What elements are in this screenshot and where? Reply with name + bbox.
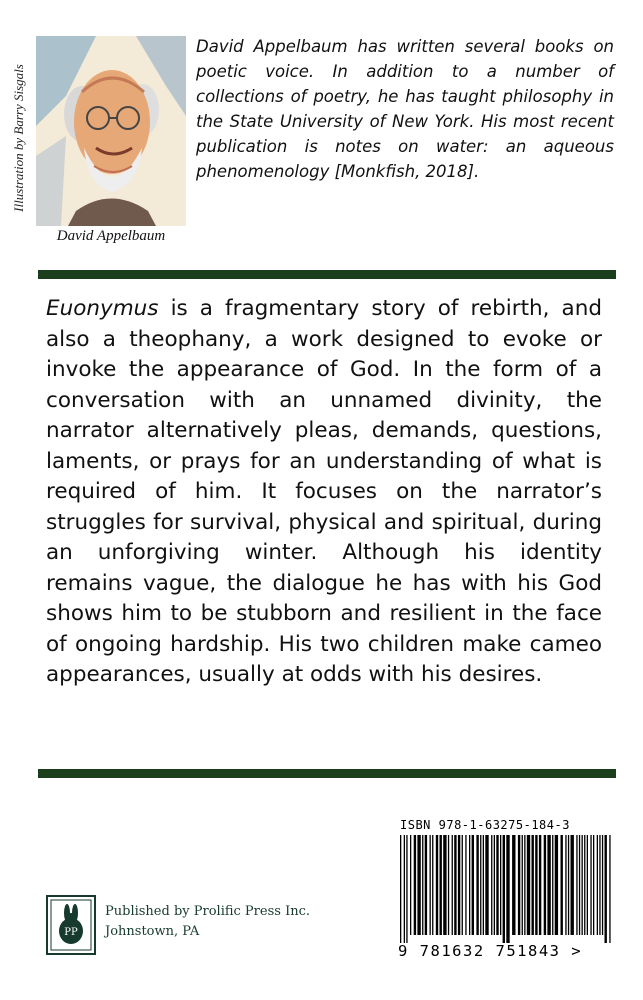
barcode-bar <box>535 835 537 935</box>
barcode-bar <box>539 835 541 935</box>
barcode-bar <box>544 835 546 935</box>
barcode-bar <box>599 835 600 935</box>
barcode-bar <box>584 835 585 935</box>
barcode-bar <box>417 835 420 935</box>
barcode-bar <box>512 835 515 935</box>
barcode-bar <box>425 835 427 935</box>
barcode-bar <box>485 835 488 935</box>
isbn-label: ISBN 978-1-63275-184-3 <box>400 818 570 832</box>
barcode-bar <box>458 835 460 935</box>
barcode-bar <box>443 835 446 935</box>
logo-letters: PP <box>64 927 78 938</box>
barcode-bar <box>524 835 525 935</box>
book-title: Euonymus <box>46 296 159 321</box>
barcode-bar <box>597 835 598 935</box>
barcode-bar <box>527 835 530 935</box>
barcode-bar <box>555 835 558 935</box>
barcode-bar <box>496 835 498 935</box>
barcode-bar <box>465 835 466 935</box>
isbn-barcode <box>398 818 616 958</box>
barcode-bar <box>414 835 416 935</box>
barcode-bar <box>454 835 456 935</box>
divider-top <box>38 270 616 279</box>
barcode-bar <box>494 835 495 935</box>
divider-bottom <box>38 769 616 778</box>
publisher-logo <box>46 895 96 955</box>
barcode-bar <box>552 835 553 935</box>
author-portrait <box>36 36 186 226</box>
barcode-bar <box>547 835 550 935</box>
barcode-bar <box>579 835 580 935</box>
barcode-bar <box>605 835 607 943</box>
barcode-bar <box>568 835 569 935</box>
barcode-bar <box>462 835 463 935</box>
barcode-bar <box>576 835 577 935</box>
barcode-bar <box>406 835 407 943</box>
barcode-bar <box>571 835 574 935</box>
portrait-caption: David Appelbaum <box>56 228 166 244</box>
barcode-bar <box>590 835 591 935</box>
barcode-bar <box>452 835 453 935</box>
barcode-digits: 9 781632 751843 > <box>398 942 583 960</box>
barcode-bar <box>518 835 520 935</box>
publisher-name: Published by Prolific Press Inc. <box>105 904 310 919</box>
barcode-bar <box>422 835 423 935</box>
author-bio: David Appelbaum has written several books on poetic voice. In addition to a number of collections of poetry, he has taught philosophy in the State University of New York. His most recent publication is notes on water: an aqueous phenomenology [Monkfish, 2018]. <box>196 37 614 181</box>
barcode-bar <box>410 835 411 935</box>
barcode-bar <box>480 835 481 935</box>
barcode-bar <box>432 835 433 935</box>
barcode-bar <box>440 835 442 935</box>
barcode-bar <box>522 835 523 935</box>
barcode-bar <box>609 835 610 943</box>
barcode-bar <box>500 835 501 935</box>
barcode-bar <box>532 835 534 935</box>
barcode-bar <box>469 835 470 935</box>
barcode-bar <box>593 835 594 935</box>
barcode-bar <box>491 835 492 935</box>
barcode-bar <box>476 835 478 935</box>
barcode-bar <box>472 835 474 935</box>
book-description <box>46 294 602 691</box>
barcode-bar <box>506 835 509 943</box>
barcode-bar <box>587 835 588 935</box>
illustration-credit: Illustration by Barry Sisgals <box>11 64 27 212</box>
barcode-bar <box>561 835 563 935</box>
barcode-bar <box>483 835 484 935</box>
barcode-bar <box>582 835 583 935</box>
barcode-bar <box>448 835 449 935</box>
barcode-bar <box>602 835 603 935</box>
barcode-bar <box>400 835 401 943</box>
barcode-bar <box>430 835 431 935</box>
barcode-bar <box>404 835 405 943</box>
barcode-bars <box>398 835 614 943</box>
barcode-bar <box>565 835 566 935</box>
barcode-bar <box>436 835 438 935</box>
barcode-bar <box>503 835 505 943</box>
publisher-location: Johnstown, PA <box>105 924 200 939</box>
description-body: is a fragmentary story of rebirth, and also a theophany, a work designed to evoke or invoke the appearance of God. In the form of a conversation with an unnamed divinity, the narrator alternatively pleas, demands, questions, laments, or prays for an understanding of what is required of him. It focuses on the narrator’s struggles for survival, physical and spiritual, during an unforgiving winter. Although his identity remains vague, the dialogue he has with his God shows him to be stubborn and resilient in the face of ongoing hardship. His two children make cameo appearances, usually at odds with his desires. <box>46 296 602 687</box>
